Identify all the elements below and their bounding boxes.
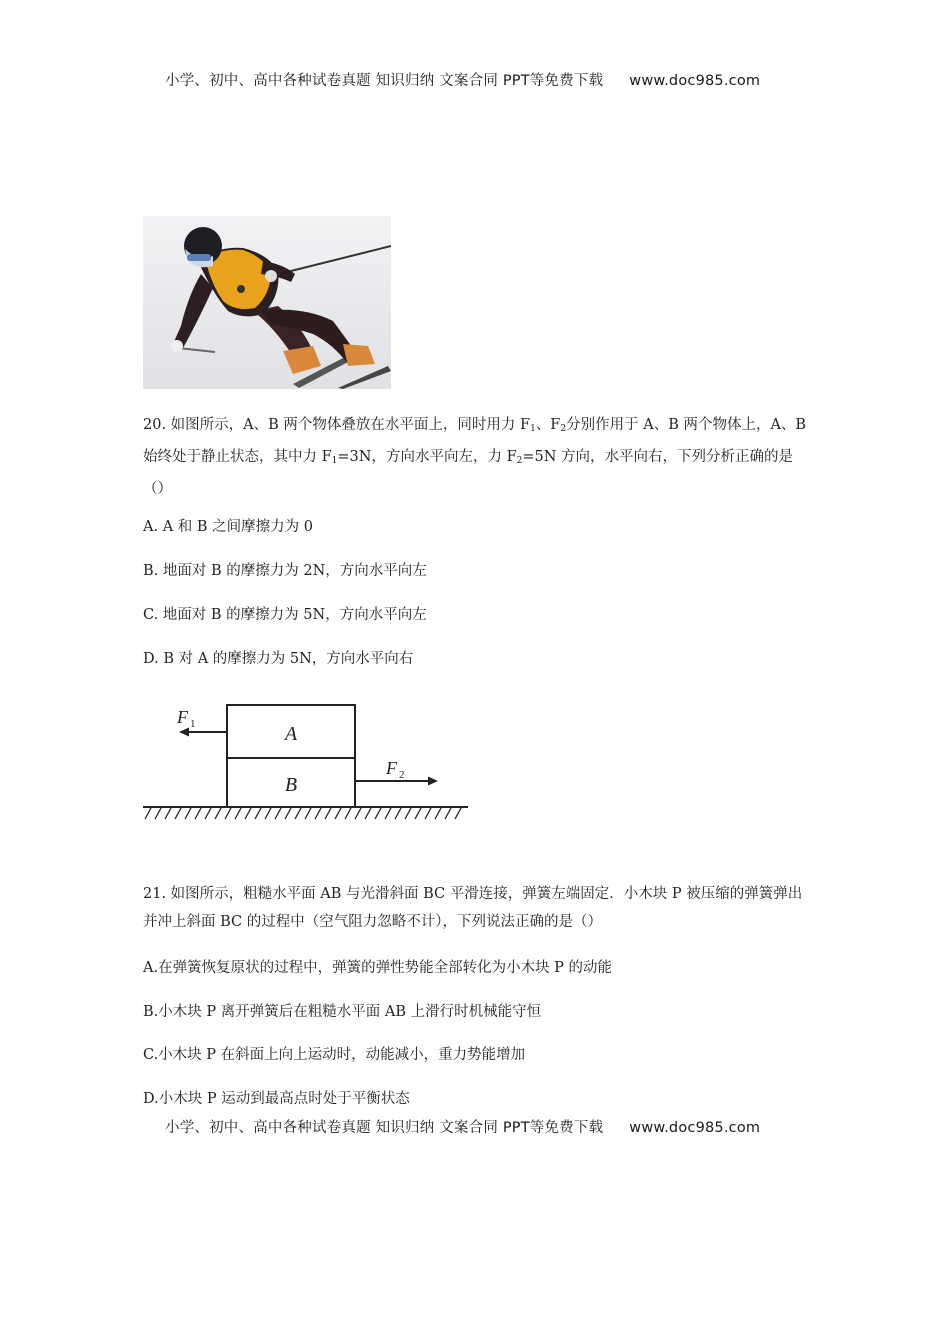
- footer-text: 小学、初中、高中各种试卷真题 知识归纳 文案合同 PPT等免费下载: [165, 1120, 604, 1136]
- header-url[interactable]: www.doc985.com: [629, 73, 761, 89]
- q20-option-c: C. 地面对 B 的摩擦力为 5N，方向水平向左: [143, 607, 427, 623]
- f1-arrowhead: [179, 728, 189, 737]
- block-a-label: A: [284, 723, 298, 745]
- q20-option-b: B. 地面对 B 的摩擦力为 2N，方向水平向左: [143, 563, 427, 579]
- skier-photo: [143, 216, 391, 389]
- q20-option-a: A. A 和 B 之间摩擦力为 0: [143, 519, 313, 535]
- f1-label: F: [177, 707, 188, 727]
- page-header: [165, 69, 760, 90]
- page-footer: [165, 1116, 760, 1137]
- q21-option-a: A.在弹簧恢复原状的过程中，弹簧的弹性势能全部转化为小木块 P 的动能: [143, 960, 613, 976]
- force-diagram: [143, 700, 473, 825]
- f2-subscript: 2: [399, 769, 405, 781]
- f1-subscript: 1: [190, 718, 196, 730]
- footer-url[interactable]: www.doc985.com: [629, 1120, 761, 1136]
- block-b-label: B: [284, 774, 298, 796]
- q21-option-c: C.小木块 P 在斜面上向上运动时，动能减小，重力势能增加: [143, 1047, 526, 1063]
- ground-hatching: [145, 808, 461, 819]
- f2-label: F: [386, 758, 397, 778]
- f2-arrowhead: [428, 777, 438, 786]
- q21-option-b: B.小木块 P 离开弹簧后在粗糙水平面 AB 上滑行时机械能守恒: [143, 1004, 542, 1020]
- question-20-stem: 20. 如图所示，A、B 两个物体叠放在水平面上，同时用力 $F_1$、$F_2$分别作用于 A、B 两个物体上，A、B 始终处于静止状态，其中力 $F_1=3N$，方向水平向左，力 $F_2=5N$ 方向，水平向右，下列分析正确的是（）: [143, 417, 807, 497]
- question-21-stem: 21. 如图所示，粗糙水平面 AB 与光滑斜面 BC 平滑连接，弹簧左端固定．小木块 P 被压缩的弹簧弹出并冲上斜面 BC 的过程中（空气阻力忽略不计），下列说法正确的是（）: [143, 886, 803, 930]
- q21-option-d: D.小木块 P 运动到最高点时处于平衡状态: [143, 1091, 410, 1107]
- q20-option-d: D. B 对 A 的摩擦力为 5N，方向水平向右: [143, 651, 414, 667]
- header-text: 小学、初中、高中各种试卷真题 知识归纳 文案合同 PPT等免费下载: [165, 73, 604, 89]
